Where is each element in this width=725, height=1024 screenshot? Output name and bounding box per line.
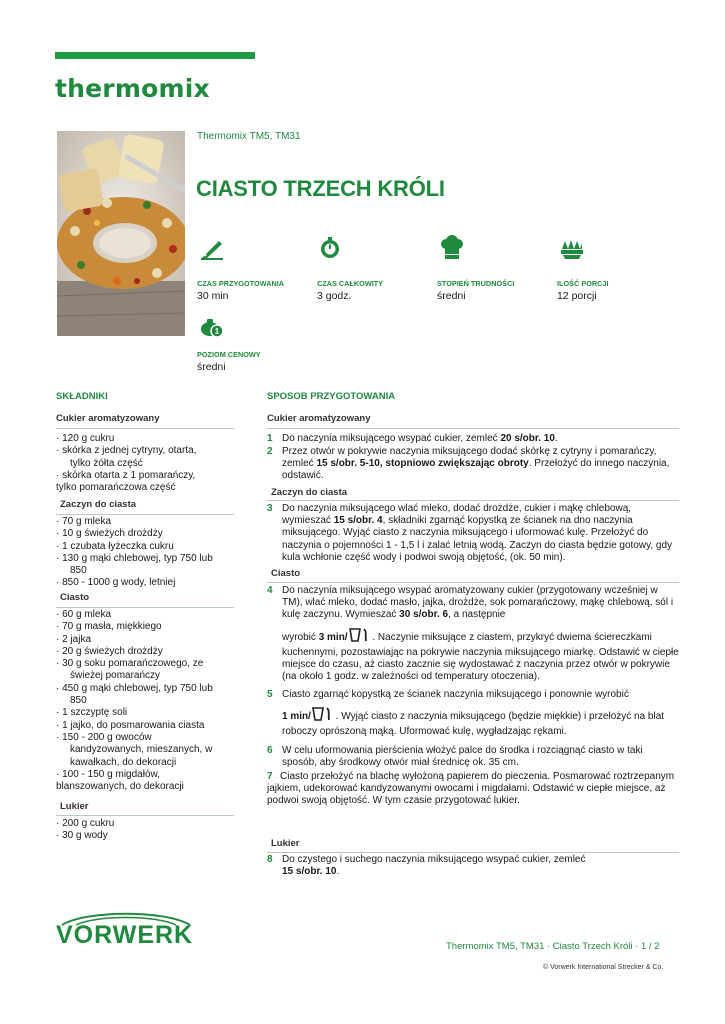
- step-text: . Wyjąć ciasto z naczynia miksującego (będzie miękkie) i przełożyć na blat roboczy oprószoną mąką. Uformować kulę, wygładzając rękami.: [282, 710, 665, 738]
- vorwerk-logo: VORWERK: [56, 921, 194, 949]
- chef-hat-icon: [439, 235, 465, 261]
- step-setting: 15 s/obr. 4: [333, 515, 383, 527]
- list-item: blanszowanych, do dekoracji: [56, 781, 184, 793]
- brand-top-bar: [55, 52, 255, 59]
- divider: [56, 514, 234, 515]
- list-item: · 450 g mąki chlebowej, typ 750 lub: [56, 682, 213, 694]
- meta-prep-time: [197, 235, 307, 302]
- copyright: © Vorwerk International Strecker & Co.: [543, 964, 664, 971]
- ingredient-group-title: Lukier: [60, 801, 89, 812]
- step-text: . Naczynie miksujące z ciastem, przykryć dwiema ściereczkami kuchennymi, pozostawiając na pokrywie naczynia miksującego miarkę. Odstawić w ciepłe miejsce do czasu, aż ciasto zacznie się wydostawać z naczynia przez otwór w pokrywie (na około 1 godz. w zależności od temperatury otoczenia).: [282, 631, 679, 683]
- meta-value: średni: [437, 290, 466, 302]
- ingredient-list: [56, 433, 236, 494]
- meta-label: STOPIEŃ TRUDNOŚCI: [437, 279, 515, 288]
- recipe-models: Thermomix TM5, TM31: [197, 131, 301, 142]
- meta-total-time: [317, 235, 427, 302]
- portion-icon: [559, 235, 585, 261]
- list-item: · 70 g mleka: [56, 516, 112, 527]
- meta-label: CZAS PRZYGOTOWANIA: [197, 279, 285, 288]
- svg-text:1: 1: [214, 327, 220, 336]
- list-item: · 1 jajko, do posmarowania ciasta: [56, 719, 205, 731]
- ingredient-list: [56, 609, 236, 793]
- step-text: Do naczynia miksującego wlać mleko, dodać drożdże, cukier i mąkę chlebową, wymieszać: [282, 503, 632, 527]
- step-text: Do naczynia miksującego wsypać cukier, zemleć: [282, 433, 501, 444]
- step-number: 8: [267, 854, 273, 865]
- dough-mode-icon: [311, 706, 333, 726]
- dough-mode-icon: [348, 627, 370, 647]
- step-text: Przez otwór w pokrywie naczynia miksującego dodać skórkę z cytryny i pomarańczy, zemleć: [282, 446, 657, 470]
- ingredient-group-title: Cukier aromatyzowany: [56, 413, 160, 424]
- step-setting: 20 s/obr. 10: [500, 433, 555, 444]
- divider: [56, 815, 234, 816]
- meta-label: ILOŚĆ PORCJI: [557, 279, 609, 288]
- list-item: · 850 - 1000 g wody, letniej: [56, 577, 176, 589]
- ingredient-list: [56, 818, 236, 843]
- step-text: Do naczynia miksującego wsypać aromatyzowany cukier (przygotowany wcześniej w TM), wlać mleko, dodać masło, jajka, drożdże, sok pomarańczowy, mąkę chlebową, sól i kulę zaczynu. Wymieszać: [282, 585, 674, 621]
- thermomix-logo: thermomix: [55, 74, 210, 103]
- meta-label: POZIOM CENOWY: [197, 350, 261, 359]
- step-5: [267, 689, 679, 739]
- list-item: · 1 czubata łyżeczka cukru: [56, 540, 174, 552]
- list-item: · 120 g cukru: [56, 433, 115, 444]
- divider: [56, 428, 234, 429]
- method-subhead: Ciasto: [271, 568, 301, 579]
- page-footer: Thermomix TM5, TM31 · Ciasto Trzech Króli · 1 / 2: [446, 941, 660, 952]
- ingredient-group-title: Zaczyn do ciasta: [60, 499, 137, 510]
- list-item: tylko pomarańczowa część: [56, 482, 176, 494]
- ingredient-group-title: Ciasto: [60, 592, 90, 603]
- meta-portions: [557, 235, 667, 302]
- list-item: kandyzowanych, mieszanych, w: [70, 744, 213, 756]
- step-number: 1: [267, 433, 273, 444]
- list-item: · 30 g soku pomarańczowego, ze: [56, 658, 204, 670]
- step-text: , a następnie: [448, 609, 506, 621]
- step-setting: 30 s/obr. 6: [399, 609, 449, 621]
- list-item: 850: [70, 565, 87, 577]
- list-item: · 70 g masła, miękkiego: [56, 621, 162, 633]
- meta-difficulty: [437, 235, 547, 302]
- divider: [267, 500, 679, 501]
- step-3: [267, 503, 679, 564]
- list-item: · 2 jajka: [56, 633, 92, 645]
- list-item: kawałkach, do dekoracji: [70, 756, 177, 768]
- step-text: .: [554, 433, 558, 444]
- step-7: [267, 771, 679, 808]
- step-1: [267, 433, 679, 445]
- list-item: · 30 g wody: [56, 830, 108, 842]
- list-item: · 10 g świeżych drożdży: [56, 528, 163, 540]
- step-text: Ciasto zgarnąć kopystką ze ścianek naczynia miksującego i ponownie wyrobić: [282, 689, 629, 700]
- timer-icon: [319, 235, 345, 261]
- step-text: .: [336, 866, 340, 878]
- method-subhead: Lukier: [271, 838, 300, 849]
- list-item: · 200 g cukru: [56, 818, 115, 829]
- step-number: 4: [267, 585, 273, 596]
- meta-price: [197, 314, 307, 373]
- method-heading: SPOSOB PRZYGOTOWANIA: [267, 391, 396, 402]
- step-number: 2: [267, 446, 273, 457]
- list-item: · 20 g świeżych drożdży: [56, 645, 163, 657]
- step-6: [267, 745, 679, 769]
- step-number: 3: [267, 503, 273, 514]
- divider: [267, 852, 679, 853]
- step-text: . Przełożyć do innego naczynia, odstawić.: [282, 458, 670, 482]
- step-text: , składniki zgarnąć kopystką ze ścianek na dno naczynia miksującego. Wyjąć ciasto z naczynia miksującego i uformować kulę. Przełożyć do naczynia o pojemności 1 - 1,5 l i zalać letnią wodą. Zaczyn do ciasta będzie gotowy, gdy kula wchłonie część wody i podwoi swoją objętość, (ok. 50 min).: [282, 515, 673, 563]
- step-setting: 1 min/: [282, 710, 311, 722]
- divider: [56, 607, 234, 608]
- step-text: wyrobić: [282, 631, 319, 643]
- prep-knife-icon: [199, 235, 225, 261]
- step-number: 7: [267, 771, 273, 782]
- list-item: tylko żółta część: [70, 457, 143, 469]
- price-icon: [199, 314, 225, 340]
- list-item: 850: [70, 695, 87, 707]
- list-item: · skórka otarta z 1 pomarańczy,: [56, 469, 196, 481]
- recipe-title: CIASTO TRZECH KRÓLI: [196, 176, 445, 201]
- list-item: · 100 - 150 g migdałów,: [56, 768, 160, 780]
- divider: [267, 582, 679, 583]
- list-item: świeżej pomarańczy: [70, 670, 161, 682]
- list-item: · 1 szczyptę soli: [56, 707, 128, 719]
- method-subhead: Cukier aromatyzowany: [267, 413, 371, 424]
- ingredients-heading: SKŁADNIKI: [56, 391, 108, 402]
- meta-label: CZAS CAŁKOWITY: [317, 279, 384, 288]
- step-setting: 15 s/obr. 5-10, stopniowo zwiększając obroty: [316, 458, 529, 470]
- divider: [267, 428, 679, 429]
- step-text: Do czystego i suchego naczynia miksującego wsypać cukier, zemleć: [282, 854, 586, 865]
- method-subhead: Zaczyn do ciasta: [271, 487, 348, 498]
- meta-value: 30 min: [197, 290, 229, 302]
- list-item: · 150 - 200 g owoców: [56, 731, 152, 743]
- step-text: W celu uformowania pierścienia włożyć palce do środka i rozciągnąć ciasto w taki sposób, aby środkowy otwór miał średnicę ok. 35 cm.: [282, 745, 643, 769]
- step-text: Ciasto przełożyć na blachę wyłożoną papierem do pieczenia. Posmarować roztrzepanym jajkiem, udekorować kandyzowanymi owocami i migdałami. Odstawić w ciepłe miejsce, aż podwoi swoją objętość. W tym czasie przygotować lukier.: [267, 771, 675, 807]
- recipe-photo: [57, 131, 185, 336]
- ingredient-list: [56, 516, 236, 590]
- step-8: [267, 854, 679, 878]
- meta-value: 3 godz.: [317, 290, 352, 302]
- step-number: 5: [267, 689, 273, 700]
- meta-value: 12 porcji: [557, 290, 597, 302]
- meta-value: średni: [197, 361, 226, 373]
- list-item: · skórka z jednej cytryny, otarta,: [56, 445, 197, 457]
- step-setting: 3 min/: [318, 631, 348, 643]
- list-item: · 60 g mleka: [56, 609, 112, 620]
- step-4: [267, 585, 679, 683]
- step-number: 6: [267, 745, 273, 756]
- step-setting: 15 s/obr. 10: [282, 866, 337, 878]
- step-2: [267, 446, 679, 483]
- list-item: · 130 g mąki chlebowej, typ 750 lub: [56, 552, 213, 564]
